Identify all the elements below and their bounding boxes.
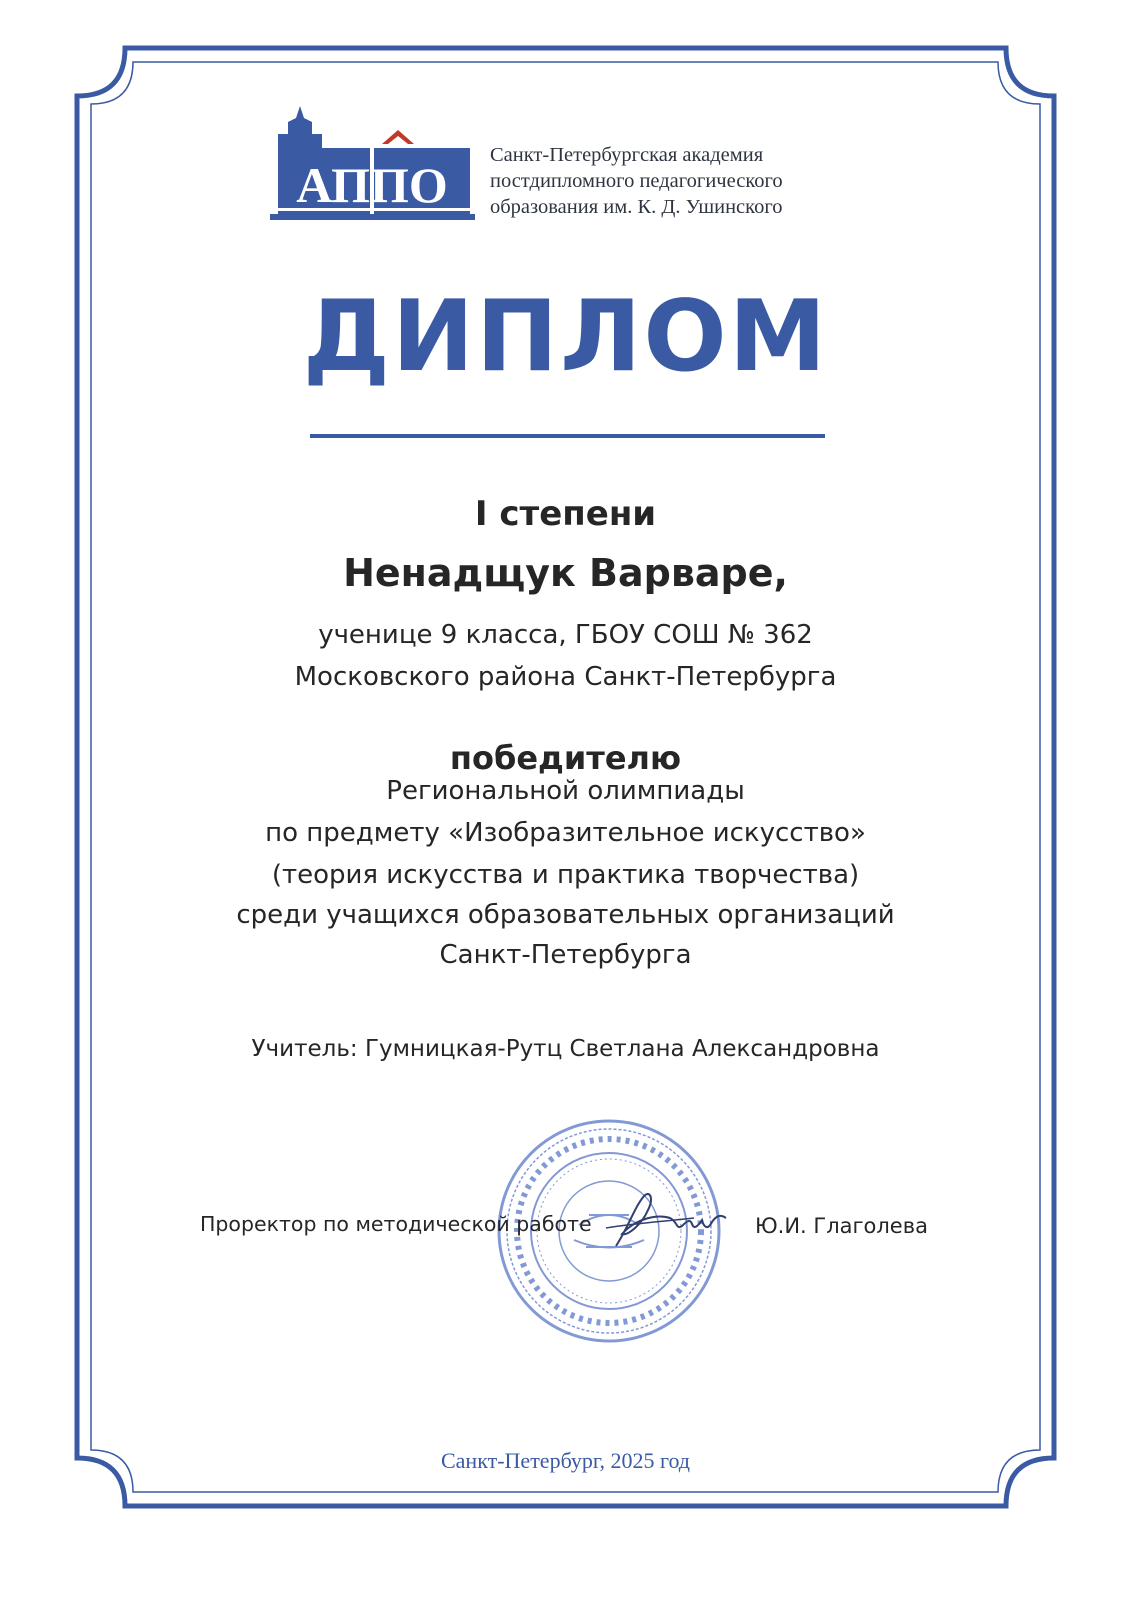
olympiad-line: по предмету «Изобразительное искусство» (265, 818, 866, 848)
organization-name (490, 142, 910, 220)
title-divider (310, 434, 825, 438)
organization-name-line: Санкт-Петербургская академия (490, 144, 764, 166)
signatory-position: Проректор по методической работе (200, 1212, 592, 1236)
recipient-info-line: ученице 9 класса, ГБОУ СОШ № 362 (318, 620, 813, 650)
organization-name-line: постдипломного педагогического (490, 170, 783, 192)
organization-name-line: образования им. К. Д. Ушинского (490, 196, 783, 218)
handwritten-signature-icon (598, 1188, 730, 1250)
award-status: победителю (449, 739, 682, 777)
svg-text:АППО: АППО (296, 157, 448, 213)
diploma-title: ДИПЛОМ (302, 280, 829, 394)
diploma-degree: I степени (474, 494, 657, 534)
olympiad-line: среди учащихся образовательных организаций (236, 900, 895, 930)
appo-logo (270, 104, 475, 220)
footer-place-year: Санкт-Петербург, 2025 год (440, 1448, 690, 1473)
recipient-info-line: Московского района Санкт-Петербурга (294, 662, 837, 692)
olympiad-line: Санкт-Петербурга (439, 940, 692, 970)
olympiad-line: (теория искусства и практика творчества) (271, 860, 860, 890)
olympiad-line: Региональной олимпиады (386, 776, 745, 806)
signatory-name: Ю.И. Глаголева (755, 1214, 928, 1238)
recipient-name: Ненадщук Варваре, (343, 551, 788, 595)
teacher-name: Учитель: Гумницкая-Рутц Светлана Александровна (251, 1036, 880, 1062)
